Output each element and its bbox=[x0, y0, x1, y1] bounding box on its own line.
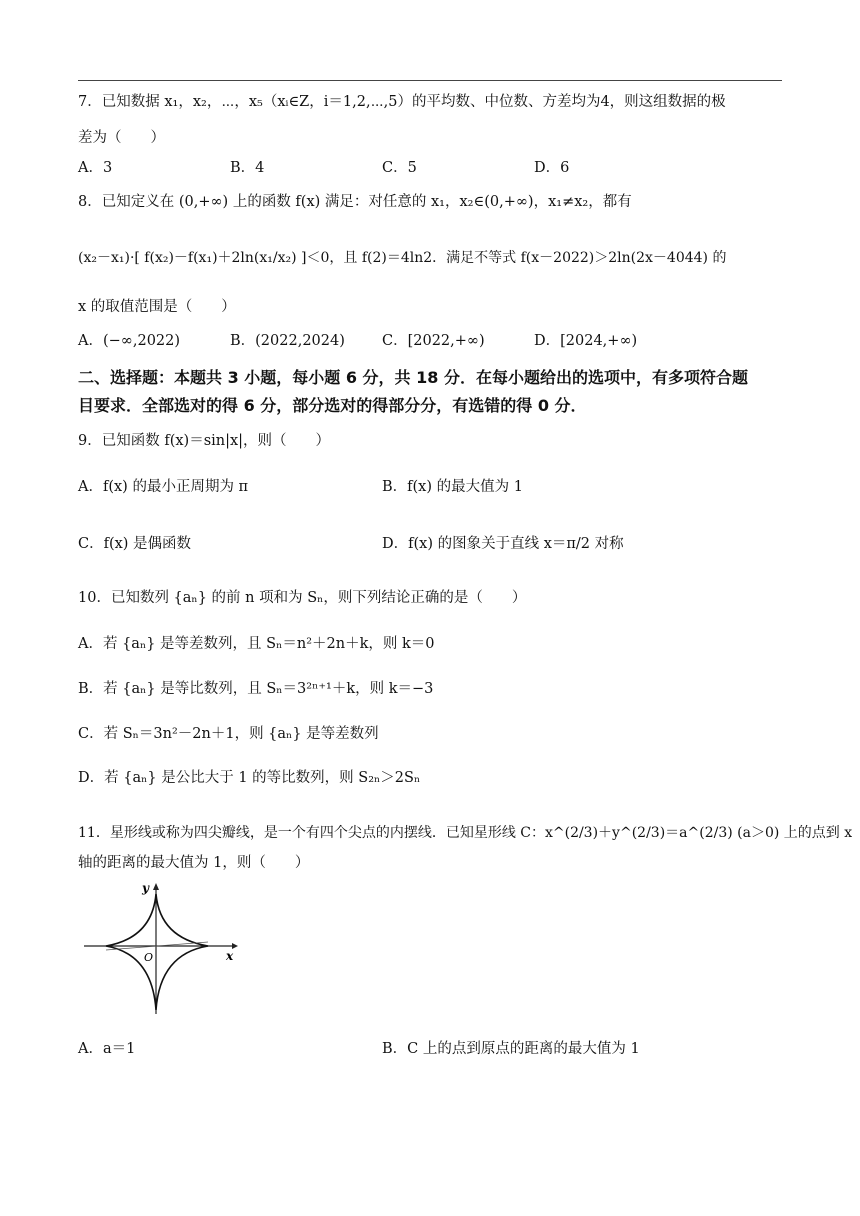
q11-stem-line1: 11．星形线或称为四尖瓣线，是一个有四个尖点的内摆线．已知星形线 C：x^(2/3)＋y^(2/3)＝a^(2/3) (a＞0) 上的点到 x bbox=[78, 825, 853, 841]
q8-stem-line3: x 的取值范围是（ ） bbox=[78, 299, 236, 315]
q11-option-a: A．a＝1 bbox=[78, 1041, 136, 1057]
q11-option-b: B．C 上的点到原点的距离的最大值为 1 bbox=[382, 1041, 640, 1057]
x-axis-label: x bbox=[226, 949, 234, 963]
q10-option-d: D．若 {aₙ} 是公比大于 1 的等比数列，则 S₂ₙ＞2Sₙ bbox=[78, 770, 421, 786]
astroid-curve bbox=[106, 894, 208, 1010]
q10-option-a: A．若 {aₙ} 是等差数列，且 Sₙ＝n²＋2n＋k，则 k＝0 bbox=[78, 636, 435, 652]
q8-option-a: A．(−∞,2022) bbox=[78, 333, 181, 349]
q11-stem-line2: 轴的距离的最大值为 1，则（ ） bbox=[78, 855, 310, 871]
section2-heading-line2: 目要求．全部选对的得 6 分，部分选对的得部分分，有选错的得 0 分． bbox=[78, 396, 587, 415]
astroid-figure bbox=[80, 880, 240, 1020]
q9-option-c: C．f(x) 是偶函数 bbox=[78, 536, 192, 552]
q10-option-b: B．若 {aₙ} 是等比数列，且 Sₙ＝3²ⁿ⁺¹＋k，则 k＝−3 bbox=[78, 681, 434, 697]
q8-stem-line1: 8．已知定义在 (0,+∞) 上的函数 f(x) 满足：对任意的 x₁，x₂∈(0,+∞)，x₁≠x₂，都有 bbox=[78, 194, 632, 210]
y-axis-arrow bbox=[153, 883, 159, 890]
q8-option-b: B．(2022,2024) bbox=[230, 333, 345, 349]
q10-option-c: C．若 Sₙ＝3n²－2n＋1，则 {aₙ} 是等差数列 bbox=[78, 726, 379, 742]
q8-option-c: C．[2022,+∞) bbox=[382, 333, 485, 349]
q8-option-d: D．[2024,+∞) bbox=[534, 333, 638, 349]
q9-option-a: A．f(x) 的最小正周期为 π bbox=[78, 479, 249, 495]
q9-option-b: B．f(x) 的最大值为 1 bbox=[382, 479, 523, 495]
origin-label: O bbox=[144, 951, 154, 964]
q9-option-d: D．f(x) 的图象关于直线 x＝π/2 对称 bbox=[382, 536, 624, 552]
q7-stem-line2: 差为（ ） bbox=[78, 130, 165, 146]
header-rule bbox=[78, 80, 782, 81]
q7-option-b: B．4 bbox=[230, 160, 265, 176]
q10-stem: 10．已知数列 {aₙ} 的前 n 项和为 Sₙ，则下列结论正确的是（ ） bbox=[78, 590, 527, 606]
q7-stem-line1: 7．已知数据 x₁，x₂，⋯，x₅（xᵢ∈Z，i＝1,2,⋯,5）的平均数、中位数、方差均为4，则这组数据的极 bbox=[78, 94, 726, 110]
q8-stem-line2: (x₂－x₁)·[ f(x₂)－f(x₁)＋2ln(x₁/x₂) ]＜0，且 f(2)＝4ln2．满足不等式 f(x－2022)＞2ln(2x－4044) 的 bbox=[78, 250, 727, 266]
y-axis-label: y bbox=[142, 881, 149, 895]
q7-option-d: D．6 bbox=[534, 160, 570, 176]
q9-stem: 9．已知函数 f(x)＝sin|x|，则（ ） bbox=[78, 433, 331, 449]
q7-option-c: C．5 bbox=[382, 160, 417, 176]
section2-heading-line1: 二、选择题：本题共 3 小题，每小题 6 分，共 18 分．在每小题给出的选项中，有多项符合题 bbox=[78, 368, 748, 387]
q7-option-a: A．3 bbox=[78, 160, 113, 176]
